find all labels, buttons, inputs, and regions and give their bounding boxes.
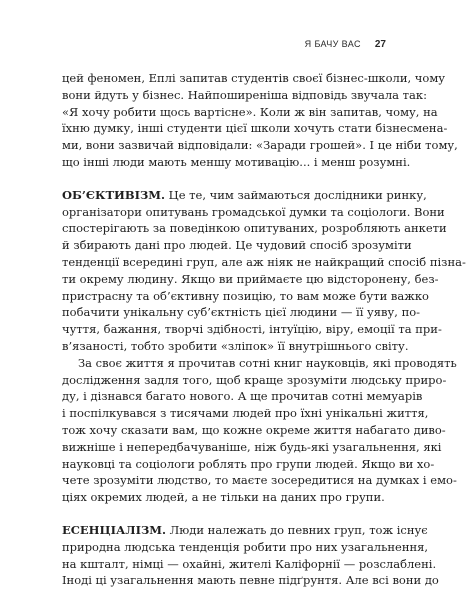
line-text: ду, і дізнався багато нового. А ще прочитав сотні мемуарів: [62, 389, 423, 404]
paragraph: [62, 70, 458, 171]
text-line: [62, 304, 421, 321]
line-text: «Я хочу робити щось вартісне». Коли ж він запитав, чому, на: [62, 104, 438, 119]
line-text: вони йдуть у бізнес. Найпоширеніша відповідь звучала так:: [62, 87, 427, 102]
text-line: [62, 120, 448, 137]
text-line: [62, 237, 412, 254]
line-text: їхню думку, інші студенти цієї школи хочуть стати бізнесмена-: [62, 121, 448, 136]
line-text: ти окрему людину. Якщо ви приймаєте цю відсторонену, без-: [62, 271, 439, 286]
line-text: тож хочу сказати вам, що кожне окреме життя набагато диво-: [62, 422, 446, 437]
line-text: Іноді ці узагальнення мають певне підґрунтя. Але всі вони до: [62, 573, 439, 588]
text-line: [62, 70, 446, 87]
term-heading: ОБ’ЄКТИВІЗМ.: [62, 187, 166, 202]
text-line: [62, 489, 385, 506]
line-text: ціях окремих людей, а не тільки на даних про групи.: [62, 490, 385, 505]
text-line: [62, 220, 447, 237]
text-line: [62, 187, 427, 204]
text-line: [62, 522, 428, 539]
line-text: Це те, чим займаються дослідники ринку,: [165, 187, 427, 202]
text-line: [62, 405, 429, 422]
body-text: [62, 70, 466, 589]
line-text: цей феномен, Еплі запитав студентів своєї бізнес-школи, чому: [62, 71, 446, 85]
text-line: [62, 572, 439, 589]
term-heading: ЕСЕНЦІАЛІЗМ.: [62, 522, 166, 537]
line-text: організатори опитувань громадської думки та соціологи. Вони: [62, 204, 445, 219]
text-line: [62, 288, 429, 305]
text-line: [62, 137, 458, 154]
line-text: в’язаності, тобто зробити «зліпок» її внутрішнього світу.: [62, 338, 409, 353]
text-line: [62, 271, 439, 288]
line-text: науковці та соціологи роблять про групи людей. Якщо ви хо-: [62, 456, 435, 471]
line-text: дослідження задля того, щоб краще зрозуміти людську приро-: [62, 372, 447, 387]
running-header: [305, 39, 386, 50]
text-line: [62, 539, 429, 556]
text-line: [62, 439, 442, 456]
line-text: що інші люди мають меншу мотивацію... і менш розумні.: [62, 154, 411, 169]
running-title: Я БАЧУ ВАС: [304, 39, 361, 49]
text-line: [62, 154, 411, 171]
paragraph-gap: [62, 506, 378, 522]
line-text: вижніше і непередбачуваніше, ніж будь-які узагальнення, які: [62, 439, 442, 454]
text-line: [62, 456, 435, 473]
text-line: [62, 422, 446, 439]
line-text: ми, вони зазвичай відповідали: «Заради грошей». І це ніби тому,: [62, 138, 458, 153]
line-text: За своє життя я прочитав сотні книг науковців, які проводять: [78, 355, 457, 370]
paragraph-gap: [62, 171, 378, 187]
page-number: 27: [374, 39, 386, 50]
text-line: [62, 472, 457, 489]
text-line: [62, 254, 466, 271]
line-text: спостерігають за поведінкою опитуваних, розробляють анкети: [62, 221, 447, 236]
line-text: природна людська тенденція робити про них узагальнення,: [62, 539, 429, 554]
line-text: чуття, бажання, творчі здібності, інтуїцію, віру, емоції та при-: [62, 322, 442, 337]
line-text: й збирають дані про людей. Це чудовий спосіб зрозуміти: [62, 238, 412, 253]
text-line: [62, 372, 447, 389]
line-text: тенденції всередині груп, але аж ніяк не найкращий спосіб пізна-: [62, 254, 466, 269]
line-text: Люди належать до певних груп, тож існує: [165, 522, 428, 537]
text-line: [62, 388, 423, 405]
text-line: [62, 204, 445, 221]
text-line: [62, 355, 457, 372]
paragraph: [62, 355, 457, 506]
paragraph: [62, 522, 439, 589]
paragraph: [62, 187, 466, 355]
line-text: пристрасну та об’єктивну позицію, то вам може бути важко: [62, 288, 429, 303]
line-text: чете зрозуміти людство, то маєте зосередитися на думках і емо-: [62, 473, 457, 488]
line-text: на кшталт, німці — охайні, жителі Каліфорнії — розслаблені.: [62, 556, 437, 571]
line-text: і поспілкувався з тисячами людей про їхні унікальні життя,: [62, 406, 429, 421]
text-line: [62, 87, 427, 104]
text-line: [62, 556, 437, 573]
text-line: [62, 104, 438, 121]
line-text: побачити унікальну суб’єктність цієї людини — її уяву, по-: [62, 305, 421, 320]
text-line: [62, 338, 409, 355]
text-line: [62, 321, 442, 338]
